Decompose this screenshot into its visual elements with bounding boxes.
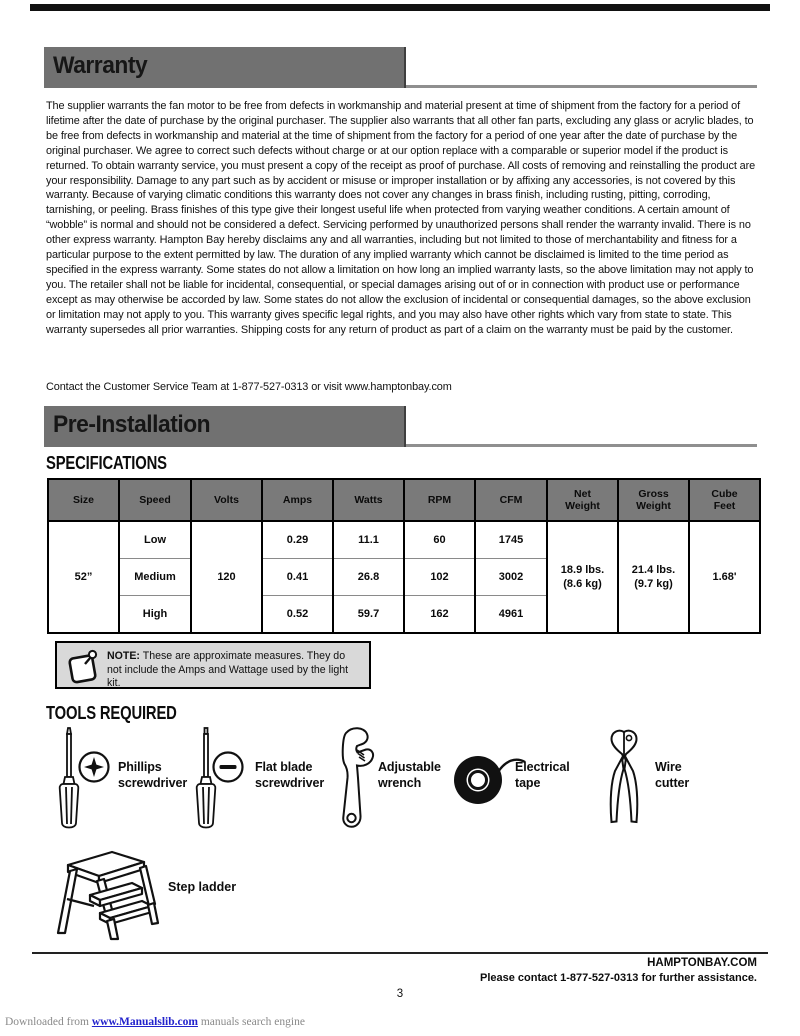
warranty-section-header — [44, 47, 406, 88]
tools-required-heading: TOOLS REQUIRED — [46, 702, 177, 723]
warranty-body-text: The supplier warrants the fan motor to be free from defects in workmanship and material present at time of shipment from the factory for a period of lifetime after the date of purchase by the original purchaser. The supplier also warrants that all other fan parts, excluding any glass or acrylic blades, to be free from defects in workmanship and material at the time of shipment from the factory for a period of one year after the date of purchase by the original purchaser. We agree to correct such defects without charge or at our option replace with a comparable or superior model if the product is returned. To obtain warranty service, you must present a copy of the receipt as proof of purchase. All costs of removing and reinstalling the product are your responsibility. Damage to any part such as by accident or misuse or improper installation or by affixing any accessories, is not covered by this warranty. Because of varying climatic conditions this warranty does not cover any changes in brass finish, including rusting, pitting, corroding, tarnishing, or peeling. Brass finishes of this type give their longest useful life when protected from varying weather conditions. A certain amount of “wobble” is normal and should not be considered a defect. Servicing performed by unauthorized persons shall render the warranty invalid. There is no other express warranty. Hampton Bay hereby disclaims any and all warranties, including but not limited to those of merchantability and fitness for a particular purpose to the extent permitted by law. The duration of any implied warranty which cannot be disclaimed is limited to the time period as specified in the express warranty. Some states do not allow a limitation on how long an implied warranty lasts, so the above limitation may not apply to you. The retailer shall not be liable for incidental, consequential, or special damages arising out of or in connection with product use or performance except as may otherwise be accorded by law. Some states do not allow the exclusion of incidental or consequential damages, so the above exclusion or limitation may not apply to you. This warranty gives specific legal rights, and you may also have other rights which vary from state to state. This warranty supersedes all prior warranties. Shipping costs for any return of product as part of a claim on the warranty must be paid by the customer. — [46, 100, 756, 336]
col-header-rpm: RPM — [404, 479, 475, 521]
col-header-volts: Volts — [191, 479, 262, 521]
col-header-cube-feet: Cube Feet — [689, 479, 760, 521]
phillips-screwdriver-label: Phillips screwdriver — [118, 760, 188, 790]
page-number: 3 — [396, 988, 404, 1000]
warranty-title: Warranty — [53, 52, 148, 79]
preinstallation-title: Pre-Installation — [53, 411, 211, 438]
cell-gross-weight: 21.4 lbs. (9.7 kg) — [618, 521, 689, 633]
note-text — [107, 650, 359, 691]
cell-speed-high: High — [119, 596, 191, 634]
adjustable-wrench-label: Adjustable wrench — [378, 760, 441, 790]
col-header-gross-weight: Gross Weight — [618, 479, 689, 521]
flat-blade-screwdriver-label: Flat blade screwdriver — [255, 760, 325, 790]
col-header-size: Size — [48, 479, 119, 521]
cell-rpm-high: 162 — [404, 596, 475, 634]
specifications-heading: SPECIFICATIONS — [46, 452, 167, 473]
warranty-header-rule — [406, 85, 757, 88]
watermark-suffix: manuals search engine — [197, 1016, 305, 1028]
wire-cutter-label: Wire cutter — [655, 760, 690, 790]
cell-amps-low: 0.29 — [262, 521, 333, 559]
note-box — [55, 641, 371, 689]
note-label: NOTE: — [107, 650, 140, 662]
cell-amps-medium: 0.41 — [262, 559, 333, 596]
wire-cutter-icon — [600, 727, 648, 827]
cell-net-weight: 18.9 lbs. (8.6 kg) — [547, 521, 618, 633]
customer-service-contact-line: Contact the Customer Service Team at 1-877-527-0313 or visit www.hamptonbay.com — [46, 381, 452, 393]
col-header-watts: Watts — [333, 479, 404, 521]
cell-cfm-medium: 3002 — [475, 559, 547, 596]
footer-website: HAMPTONBAY.COM — [647, 957, 757, 969]
footer-assistance-line: Please contact 1-877-527-0313 for further assistance. — [480, 972, 757, 984]
table-header-row — [48, 479, 760, 521]
table-row — [48, 521, 760, 559]
manualslib-link[interactable]: www.Manualslib.com — [91, 1016, 198, 1028]
watermark-prefix: Downloaded from — [5, 1016, 92, 1028]
preinstallation-section-header — [44, 406, 406, 447]
preinstallation-header-rule — [406, 444, 757, 447]
flat-head-icon — [211, 750, 245, 784]
manualslib-watermark — [5, 1016, 305, 1028]
col-header-speed: Speed — [119, 479, 191, 521]
top-rule-bar — [30, 4, 770, 11]
col-header-net-weight: Net Weight — [547, 479, 618, 521]
notepad-pin-icon — [66, 648, 102, 684]
cell-rpm-low: 60 — [404, 521, 475, 559]
cell-volts: 120 — [191, 521, 262, 633]
cell-rpm-medium: 102 — [404, 559, 475, 596]
cell-cfm-low: 1745 — [475, 521, 547, 559]
cell-speed-medium: Medium — [119, 559, 191, 596]
cell-cfm-high: 4961 — [475, 596, 547, 634]
step-ladder-icon — [52, 843, 162, 943]
adjustable-wrench-icon — [333, 726, 377, 828]
col-header-cfm: CFM — [475, 479, 547, 521]
col-header-amps: Amps — [262, 479, 333, 521]
cell-amps-high: 0.52 — [262, 596, 333, 634]
step-ladder-label: Step ladder — [168, 880, 237, 894]
footer-rule — [32, 952, 768, 954]
cell-speed-low: Low — [119, 521, 191, 559]
cell-watts-medium: 26.8 — [333, 559, 404, 596]
cell-cube-feet: 1.68' — [689, 521, 760, 633]
cell-watts-low: 11.1 — [333, 521, 404, 559]
cell-size: 52” — [48, 521, 119, 633]
note-body: These are approximate measures. They do not include the Amps and Wattage used by the light kit. — [107, 650, 349, 690]
cell-watts-high: 59.7 — [333, 596, 404, 634]
phillips-head-icon — [77, 750, 111, 784]
electrical-tape-label: Electrical tape — [515, 760, 570, 790]
specifications-table — [47, 478, 761, 634]
